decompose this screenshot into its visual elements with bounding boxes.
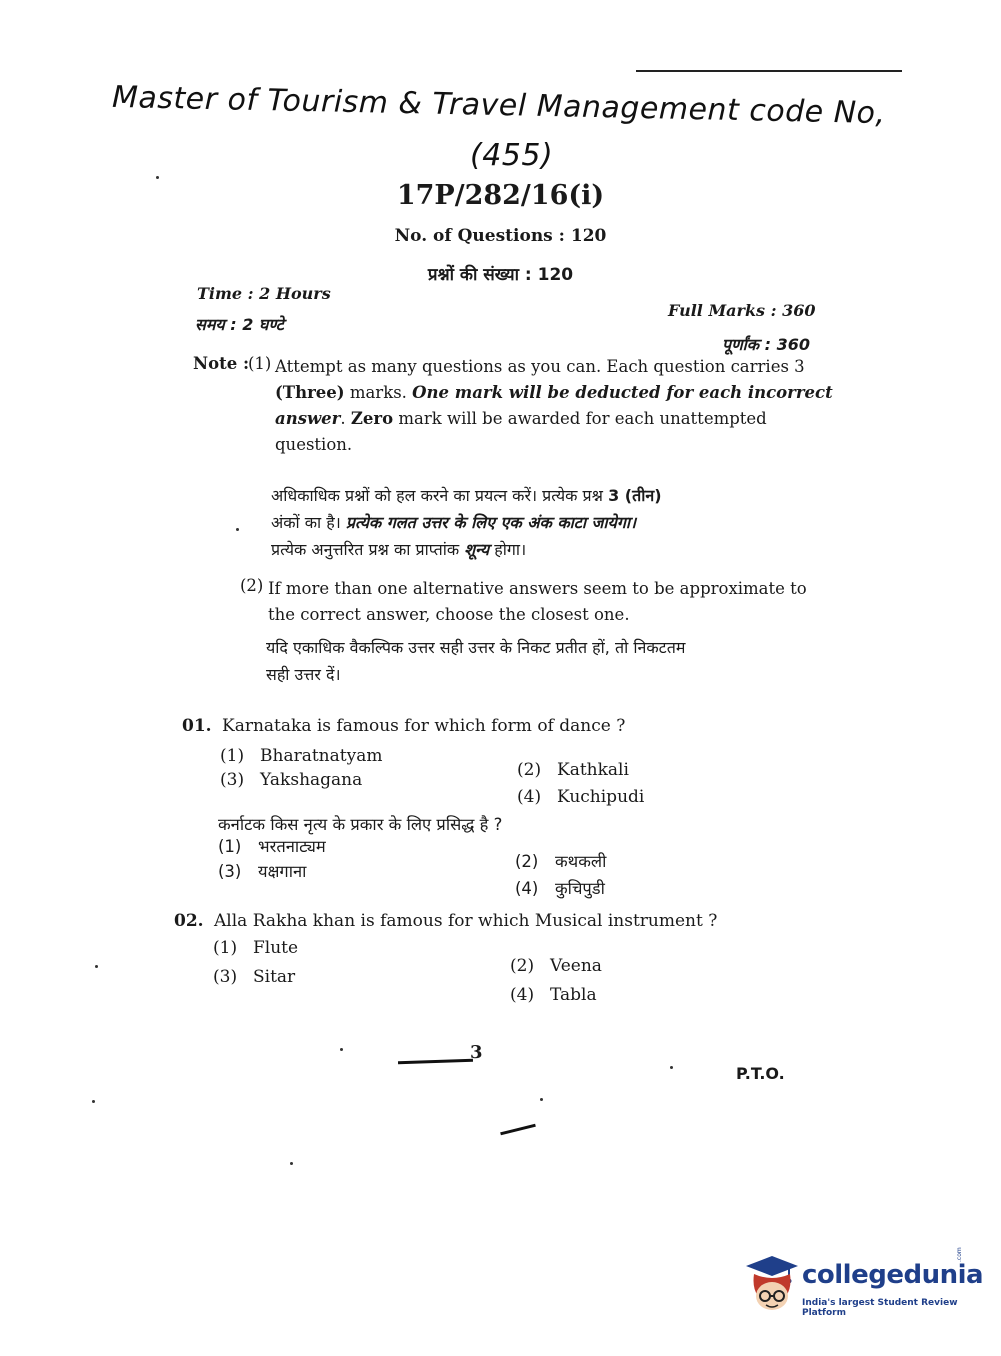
paper-code: 17P/282/16(i) bbox=[396, 180, 605, 211]
q1-option-2 bbox=[517, 760, 629, 780]
page-number: 3 bbox=[470, 1042, 483, 1063]
option-text: Flute bbox=[253, 938, 299, 958]
scan-speck bbox=[670, 1066, 673, 1069]
option-text: कथकली bbox=[555, 852, 607, 871]
student-mascot-icon bbox=[744, 1252, 800, 1316]
q2-option-1 bbox=[213, 938, 298, 958]
q2-option-3 bbox=[213, 967, 295, 987]
collegedunia-logo bbox=[744, 1247, 984, 1320]
note-1-hindi bbox=[271, 482, 821, 563]
option-number: (1) bbox=[218, 837, 242, 856]
note-2-line: the correct answer, choose the closest one. bbox=[268, 605, 630, 624]
full-marks-hi: पूर्णांक : 360 bbox=[722, 335, 811, 354]
note-hi-three: 3 (तीन) bbox=[608, 486, 662, 505]
scan-speck bbox=[290, 1162, 293, 1165]
note-deduction: One mark will be deducted for each incorrect bbox=[412, 383, 833, 402]
question-number: 02. bbox=[174, 911, 204, 931]
handwritten-code: (455) bbox=[470, 138, 554, 173]
option-number: (3) bbox=[218, 862, 242, 881]
note-text: mark will be awarded for each unattempted bbox=[393, 409, 767, 428]
option-text: कुचिपुडी bbox=[555, 879, 605, 898]
handwritten-title: Master of Tourism & Travel Management code No, bbox=[111, 79, 886, 132]
scan-speck bbox=[92, 1100, 95, 1103]
q1-option-3 bbox=[220, 770, 362, 790]
q2-option-2 bbox=[510, 956, 602, 976]
option-text: Veena bbox=[550, 956, 602, 976]
note-text: marks. bbox=[344, 383, 413, 402]
questions-count-hi: प्रश्नों की संख्या : 120 bbox=[427, 265, 574, 285]
page-number-rule bbox=[398, 1059, 473, 1065]
option-number: (1) bbox=[220, 746, 245, 766]
top-rule bbox=[636, 70, 902, 72]
option-text: Yakshagana bbox=[260, 770, 363, 790]
note-1-line: question. bbox=[275, 435, 353, 454]
logo-wordmark: collegedunia bbox=[802, 1260, 984, 1290]
question-2 bbox=[174, 911, 717, 931]
option-number: (2) bbox=[517, 760, 542, 780]
option-text: Kuchipudi bbox=[557, 787, 645, 807]
question-text: Alla Rakha khan is famous for which Musical instrument ? bbox=[214, 911, 718, 931]
note-three: (Three) bbox=[275, 383, 345, 402]
note-hi-deduction: प्रत्येक गलत उत्तर के लिए एक अंक काटा जायेगा। bbox=[345, 513, 637, 532]
scan-speck bbox=[156, 176, 159, 179]
question-1 bbox=[182, 716, 625, 736]
note-number-2: (2) bbox=[240, 576, 264, 595]
option-number: (2) bbox=[515, 852, 539, 871]
time-en: Time : 2 Hours bbox=[197, 284, 331, 303]
scan-speck bbox=[340, 1048, 343, 1051]
note-2-english bbox=[268, 576, 818, 628]
note-hi-line bbox=[271, 509, 821, 536]
note-hi-text: अंकों का है। bbox=[271, 513, 346, 532]
question-text: Karnataka is famous for which form of dance ? bbox=[222, 716, 626, 736]
option-number: (2) bbox=[510, 956, 535, 976]
q1-hi-option-3 bbox=[218, 859, 306, 882]
note-label: Note : bbox=[193, 354, 250, 373]
note-2-line: If more than one alternative answers seem to be approximate to bbox=[268, 579, 807, 598]
option-number: (4) bbox=[515, 879, 539, 898]
note-hi-line bbox=[271, 482, 821, 509]
option-number: (4) bbox=[517, 787, 542, 807]
q2-option-4 bbox=[510, 985, 597, 1005]
option-text: भरतनाट्यम bbox=[258, 837, 326, 856]
question-1-hindi: कर्नाटक किस नृत्य के प्रकार के लिए प्रसिद्ध है ? bbox=[218, 815, 503, 834]
note-2-hindi bbox=[266, 634, 816, 688]
q1-option-4 bbox=[517, 787, 644, 807]
q1-hi-option-1 bbox=[218, 834, 326, 857]
scan-speck bbox=[95, 965, 98, 968]
scan-mark bbox=[500, 1124, 536, 1136]
q1-option-1 bbox=[220, 746, 382, 766]
option-text: Tabla bbox=[550, 985, 597, 1005]
option-number: (3) bbox=[213, 967, 238, 987]
note-1-line bbox=[275, 406, 823, 432]
note-answer: answer bbox=[275, 409, 341, 428]
note-1-english bbox=[275, 354, 833, 458]
option-text: Kathkali bbox=[557, 760, 629, 780]
option-text: Sitar bbox=[253, 967, 296, 987]
note-hi-text: प्रत्येक अनुत्तरित प्रश्न का प्राप्तांक bbox=[271, 540, 465, 559]
option-text: Bharatnatyam bbox=[260, 746, 383, 766]
option-number: (1) bbox=[213, 938, 238, 958]
note-number-1: (1) bbox=[248, 354, 272, 373]
note-hi-zero: शून्य bbox=[464, 540, 490, 559]
question-number: 01. bbox=[182, 716, 212, 736]
note-hi-text: अधिकाधिक प्रश्नों को हल करने का प्रयत्न करें। प्रत्येक प्रश्न bbox=[271, 486, 609, 505]
note-zero: Zero bbox=[350, 409, 394, 428]
full-marks-en: Full Marks : 360 bbox=[668, 301, 816, 320]
note-1-line: Attempt as many questions as you can. Each question carries 3 bbox=[275, 357, 805, 376]
option-number: (3) bbox=[220, 770, 245, 790]
scan-speck bbox=[236, 528, 239, 531]
note-text: . bbox=[340, 409, 351, 428]
note-hi-line: यदि एकाधिक वैकल्पिक उत्तर सही उत्तर के निकट प्रतीत हों, तो निकटतम bbox=[266, 638, 686, 657]
scan-speck bbox=[540, 1098, 543, 1101]
logo-suffix: .com bbox=[956, 1247, 963, 1262]
pto-label: P.T.O. bbox=[736, 1064, 785, 1083]
option-text: यक्षगाना bbox=[258, 862, 307, 881]
note-1-line bbox=[275, 380, 833, 406]
q1-hi-option-2 bbox=[515, 849, 606, 872]
q1-hi-option-4 bbox=[515, 876, 605, 899]
note-hi-line: सही उत्तर दें। bbox=[266, 665, 341, 684]
questions-count-en: No. of Questions : 120 bbox=[394, 226, 607, 246]
note-hi-text: होगा। bbox=[489, 540, 527, 559]
time-hi: समय : 2 घण्टे bbox=[195, 315, 284, 334]
option-number: (4) bbox=[510, 985, 535, 1005]
logo-tagline: India's largest Student Review Platform bbox=[802, 1298, 958, 1318]
note-hi-line bbox=[271, 536, 821, 563]
